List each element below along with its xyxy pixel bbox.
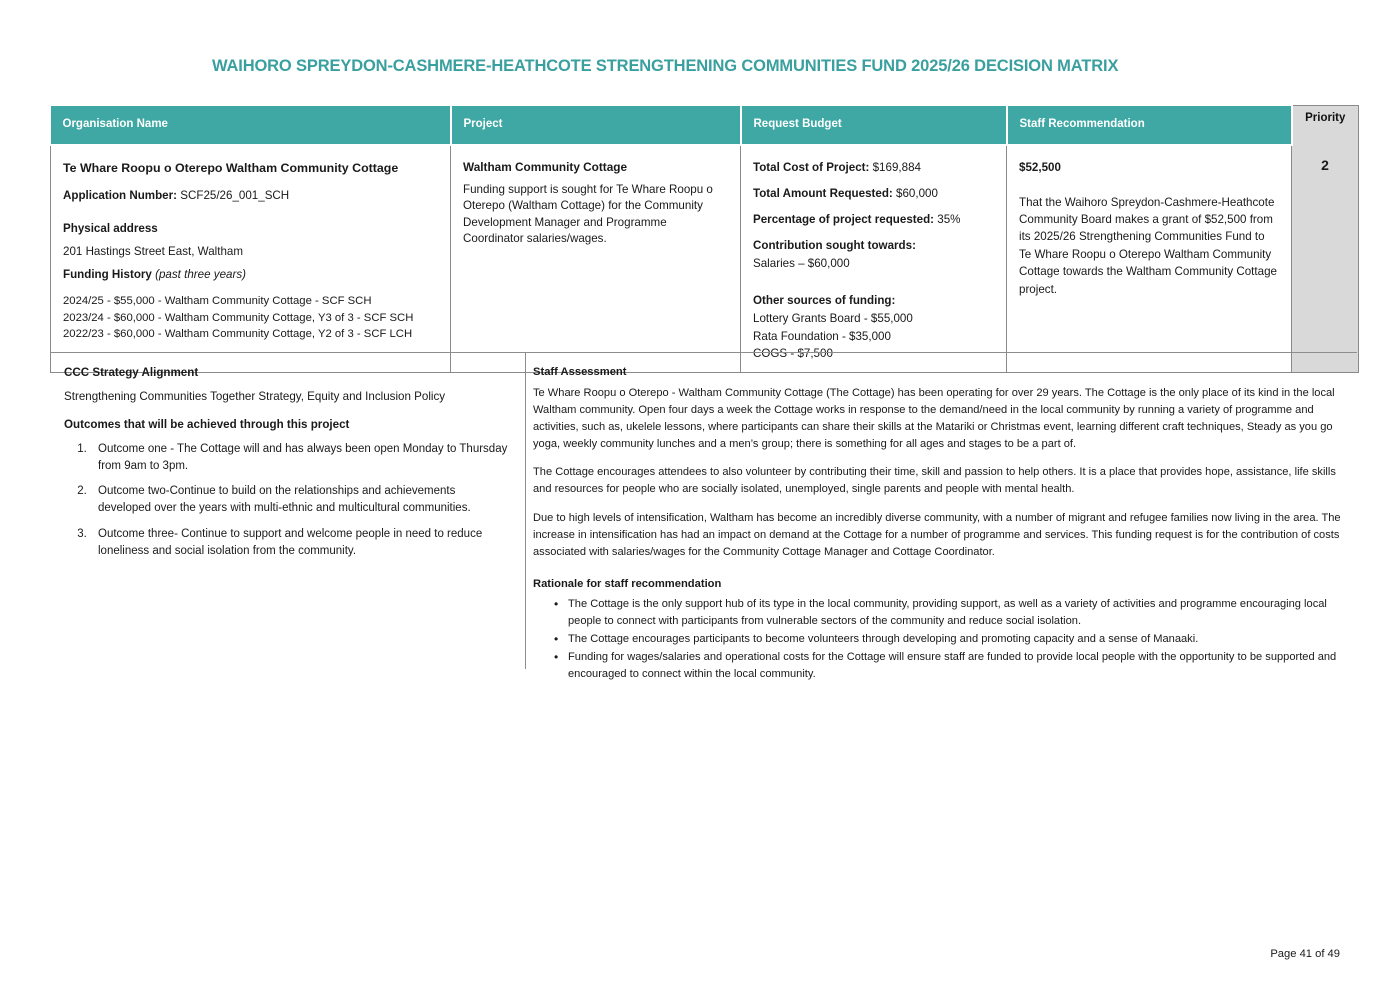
rationale-list bbox=[533, 596, 1357, 684]
decision-matrix-table bbox=[50, 105, 1359, 373]
cell-priority: 2 bbox=[1292, 145, 1359, 373]
list-item: • The Cottage is the only support hub of its type in the local community, providing support, as well as a variety of activities and programme encouraging local people to connect with participants from vulnerable sectors of the community and reduce social isolation. bbox=[556, 596, 1357, 630]
project-title: Waltham Community Cottage bbox=[463, 159, 628, 174]
recommendation-text: That the Waihoro Spreydon-Cashmere-Heathcote Community Board makes a grant of $52,500 from its 2025/26 Strengthening Communities Fund to Te Whare Roopu o Oterepo Waltham Community Cottage towards the Waltham Community Cottage project. bbox=[1019, 195, 1277, 296]
application-number bbox=[63, 187, 438, 204]
column-header-project: Project bbox=[451, 106, 741, 145]
project-description: Funding support is sought for Te Whare Roopu o Oterepo (Waltham Cottage) for the Community Development Manager and Programme Coordinator salaries/wages. bbox=[463, 182, 713, 246]
column-header-staff-recommendation: Staff Recommendation bbox=[1007, 106, 1292, 145]
funding-history-item: 2023/24 - $60,000 - Waltham Community Cottage, Y3 of 3 - SCF SCH bbox=[63, 311, 414, 324]
assessment-paragraph: The Cottage encourages attendees to also volunteer by contributing their time, skill and passion to help others. It is a place that provides hope, assistance, life skills and resources for people who are socially isolated, unemployed, single parents and people with mental health. bbox=[533, 466, 1336, 496]
list-item: • Funding for wages/salaries and operational costs for the Cottage will ensure staff are funded to provide local people with the opportunity to be supported and encouraged to connect within the local community. bbox=[556, 649, 1357, 683]
strategy-alignment-panel bbox=[51, 353, 525, 685]
table-row bbox=[51, 145, 1359, 373]
funding-history-item: 2024/25 - $55,000 - Waltham Community Cottage - SCF SCH bbox=[63, 295, 372, 308]
rationale-heading: Rationale for staff recommendation bbox=[533, 577, 722, 590]
page-title: WAIHORO SPREYDON-CASHMERE-HEATHCOTE STRENGTHENING COMMUNITIES FUND 2025/26 DECISION MATRIX bbox=[212, 57, 1119, 75]
physical-address-label: Physical address bbox=[63, 222, 158, 236]
funding-history-label: Funding History (past three years) bbox=[63, 268, 246, 282]
staff-assessment-panel bbox=[526, 353, 1357, 685]
list-item: 2. Outcome two-Continue to build on the relationships and achievements developed over the years with multi-ethnic and multicultural communities. bbox=[90, 483, 509, 517]
application-number-value: SCF25/26_001_SCH bbox=[180, 188, 290, 202]
application-number-label: Application Number: bbox=[63, 188, 178, 202]
funding-history-item: 2022/23 - $60,000 - Waltham Community Cottage, Y2 of 3 - SCF LCH bbox=[63, 327, 413, 340]
column-header-budget: Request Budget bbox=[741, 106, 1007, 145]
total-amount-requested: Total Amount Requested: $60,000 bbox=[753, 186, 938, 200]
outcomes-list bbox=[64, 441, 509, 560]
assessment-paragraph: Due to high levels of intensification, Waltham has become an incredibly diverse community, with a number of migrant and refugee families now living in the area. The increase in intensification has had an impact on demand at the Cottage for a number of programme and services. This funding request is for the contribution of costs associated with salaries/wages for the Community Cottage Manager and Cottage Coordinator. bbox=[533, 512, 1341, 558]
outcomes-heading: Outcomes that will be achieved through this project bbox=[64, 417, 350, 431]
other-source-item: COGS - $7,500 bbox=[753, 346, 833, 360]
list-item: 3. Outcome three- Continue to support and welcome people in need to reduce loneliness and social isolation from the community. bbox=[90, 526, 509, 560]
table-header-row bbox=[51, 106, 1359, 145]
cell-organisation bbox=[51, 145, 451, 373]
other-source-item: Lottery Grants Board - $55,000 bbox=[753, 312, 913, 326]
contribution-sought-label: Contribution sought towards: bbox=[753, 238, 916, 252]
column-header-organisation: Organisation Name bbox=[51, 106, 451, 145]
other-source-item: Rata Foundation - $35,000 bbox=[753, 329, 891, 343]
cell-request-budget bbox=[741, 145, 1007, 373]
strategy-alignment-text: Strengthening Communities Together Strategy, Equity and Inclusion Policy bbox=[64, 390, 446, 403]
cell-staff-recommendation bbox=[1007, 145, 1292, 373]
staff-assessment-heading: Staff Assessment bbox=[533, 366, 627, 378]
recommended-amount: $52,500 bbox=[1019, 160, 1061, 174]
list-item: • The Cottage encourages participants to become volunteers through developing and promoting capacity and a sense of Manaaki. bbox=[556, 631, 1357, 648]
page-footer: Page 41 of 49 bbox=[1270, 948, 1340, 960]
list-item: 1. Outcome one - The Cottage will and has always been open Monday to Thursday from 9am to 3pm. bbox=[90, 441, 509, 475]
total-cost-of-project: Total Cost of Project: $169,884 bbox=[753, 160, 921, 174]
funding-history-note: (past three years) bbox=[155, 268, 246, 282]
percentage-of-project-requested: Percentage of project requested: 35% bbox=[753, 212, 961, 226]
contribution-sought-value: Salaries – $60,000 bbox=[753, 257, 850, 271]
organisation-name: Te Whare Roopu o Oterepo Waltham Community Cottage bbox=[63, 160, 399, 175]
cell-project bbox=[451, 145, 741, 373]
column-header-priority: Priority bbox=[1292, 106, 1359, 145]
assessment-paragraph: Te Whare Roopu o Oterepo - Waltham Community Cottage (The Cottage) has been operating for over 29 years. The Cottage is the only place of its kind in the local Waltham community. Open four days a week the Cottage works in response to the demand/need in the local community by running a variety of programme and activities, such as, ukelele lessons, where participants can share their skills at the Matariki or Christmas event, learning different craft techniques, Steady as you go yoga, weekly community lunches and a men’s group; there is something for all ages and stages to be a part of. bbox=[533, 387, 1335, 450]
physical-address-value: 201 Hastings Street East, Waltham bbox=[63, 245, 243, 259]
strategy-alignment-heading: CCC Strategy Alignment bbox=[64, 366, 199, 379]
lower-section bbox=[51, 352, 1357, 685]
other-sources-label: Other sources of funding: bbox=[753, 294, 896, 308]
